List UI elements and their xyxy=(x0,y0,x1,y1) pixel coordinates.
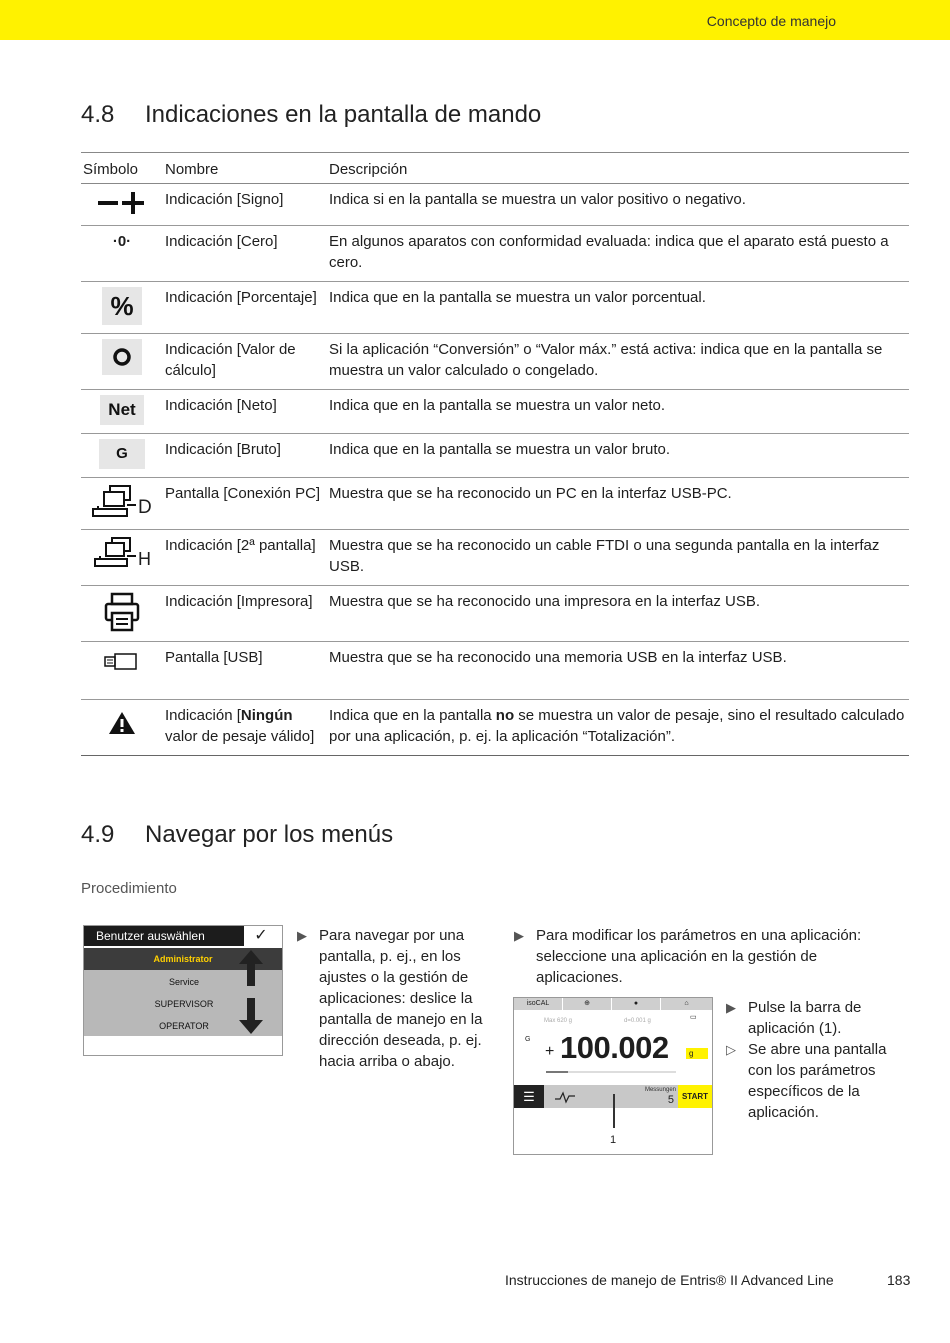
list-item: SUPERVISOR xyxy=(154,999,214,1009)
desc-cell: Muestra que se ha reconocido un PC en la interfaz USB-PC. xyxy=(327,478,909,530)
second-display-icon xyxy=(92,535,152,571)
table-row xyxy=(81,586,909,642)
warning-icon xyxy=(107,710,137,736)
table-row xyxy=(81,334,909,390)
desc-cell: Indica si en la pantalla se muestra un valor positivo o negativo. xyxy=(327,184,909,226)
list-item: Service xyxy=(168,977,199,987)
symbol-cell xyxy=(81,530,163,586)
section-heading-4-8: 4.8 Indicaciones en la pantalla de mando xyxy=(81,101,542,128)
application-icon xyxy=(554,1090,576,1104)
name-cell: Indicación [2ª pantalla] xyxy=(163,530,327,586)
pc-connection-icon xyxy=(90,483,154,521)
calculated-value-icon xyxy=(102,339,142,375)
name-cell: Indicación [Valor de cálculo] xyxy=(163,334,327,390)
col-description: Descripción xyxy=(327,153,909,184)
name-cell: Pantalla [USB] xyxy=(163,642,327,700)
desc-cell: En algunos aparatos con conformidad evaluada: indica que el aparato está puesto a cero. xyxy=(327,226,909,282)
max-capacity: Max 620 g xyxy=(544,1018,573,1024)
step-navigate: ▶ Para navegar por una pantalla, p. ej., en los ajustes o la gestión de aplicaciones: deslice la pantalla de manejo en la dirección deseada, p. ej. hacia arriba o abajo. xyxy=(297,927,483,1070)
symbol-cell xyxy=(81,184,163,226)
table-row xyxy=(81,478,909,530)
section-heading-4-9: 4.9 Navegar por los menús xyxy=(81,821,394,848)
symbol-cell xyxy=(81,642,163,700)
measurements-count: 5 xyxy=(667,1094,674,1106)
step-modify: ▶ Para modificar los parámetros en una aplicación: seleccione una aplicación en la gestión de aplicaciones. xyxy=(514,927,862,986)
name-cell: Indicación [Porcentaje] xyxy=(163,282,327,334)
measurements-label: Messungen xyxy=(644,1087,676,1093)
footer-title: Instrucciones de manejo de Entris® II Advanced Line xyxy=(505,1272,834,1288)
col-name: Nombre xyxy=(163,153,327,184)
user-list xyxy=(84,948,282,1036)
level-icon: ⊕ xyxy=(563,998,612,1010)
desc-cell: Indica que en la pantalla se muestra un valor porcentual. xyxy=(327,282,909,334)
status-tabs xyxy=(514,998,712,1010)
step-tap-bar: ▶ Pulse la barra de aplicación (1). xyxy=(726,999,862,1037)
key-icon: ⌂ xyxy=(684,1000,689,1007)
table-row xyxy=(81,700,909,756)
name-cell: Indicación [Cero] xyxy=(163,226,327,282)
section-name: Concepto de manejo xyxy=(706,13,836,29)
table-header-row xyxy=(81,153,909,184)
screen-header: Benutzer auswählen xyxy=(84,926,256,946)
desc-cell: Indica que en la pantalla se muestra un valor neto. xyxy=(327,390,909,434)
desc-cell: Muestra que se ha reconocido una impresora en la interfaz USB. xyxy=(327,586,909,642)
symbol-table xyxy=(81,152,909,756)
second-display-letter: H xyxy=(138,549,151,569)
start-button[interactable]: START xyxy=(678,1085,712,1108)
gross-indicator: G xyxy=(525,1036,531,1043)
desc-cell: Indica que en la pantalla no se muestra un valor de pesaje, sino el resultado calculado por una aplicación, p. ej. la aplicación “Totalización”. xyxy=(327,700,909,756)
zero-icon: ·0· xyxy=(112,233,132,250)
header-bar xyxy=(0,0,950,40)
weighing-screenshot xyxy=(513,997,713,1155)
weight-value: 100.002 xyxy=(560,1030,669,1065)
pc-letter: D xyxy=(138,497,152,518)
usb-icon: ▭ xyxy=(690,1014,697,1021)
usb-stick-icon xyxy=(102,647,142,677)
name-cell: Indicación [Signo] xyxy=(163,184,327,226)
callout-number: 1 xyxy=(610,1134,617,1146)
name-cell: Indicación [Bruto] xyxy=(163,434,327,478)
symbol-cell xyxy=(81,478,163,530)
isocal-tab: isoCAL xyxy=(514,998,563,1010)
table-row xyxy=(81,530,909,586)
symbol-cell xyxy=(81,586,163,642)
weight-unit: g xyxy=(686,1048,708,1059)
callout-line xyxy=(613,1094,615,1128)
check-icon: ✓ xyxy=(244,926,278,946)
gross-icon: G xyxy=(99,439,145,469)
table-row xyxy=(81,642,909,700)
printer-icon xyxy=(102,591,142,633)
symbol-cell xyxy=(81,282,163,334)
symbol-cell xyxy=(81,226,163,282)
name-cell: Indicación [Ningún valor de pesaje válido] xyxy=(163,700,327,756)
plus-minus-icon xyxy=(92,189,152,217)
table-row xyxy=(81,226,909,282)
table-row xyxy=(81,282,909,334)
col-symbol: Símbolo xyxy=(81,153,163,184)
desc-cell: Indica que en la pantalla se muestra un valor bruto. xyxy=(327,434,909,478)
table-row xyxy=(81,434,909,478)
menu-icon[interactable]: ☰ xyxy=(514,1085,544,1108)
page-number: 183 xyxy=(887,1272,911,1288)
symbol-cell xyxy=(81,700,163,756)
procedure-label: Procedimiento xyxy=(81,880,177,897)
net-icon: Net xyxy=(100,395,144,425)
name-cell: Indicación [Impresora] xyxy=(163,586,327,642)
name-cell: Indicación [Neto] xyxy=(163,390,327,434)
step-result: ▷ Se abre una pantalla con los parámetros específicos de la aplicación. xyxy=(726,1041,887,1121)
desc-cell: Muestra que se ha reconocido una memoria USB en la interfaz USB. xyxy=(327,642,909,700)
drop-icon: ● xyxy=(612,998,661,1010)
desc-cell: Si la aplicación “Conversión” o “Valor máx.” está activa: indica que en la pantalla se muestra un valor calculado o congelado. xyxy=(327,334,909,390)
name-cell: Pantalla [Conexión PC] xyxy=(163,478,327,530)
scroll-arrows-icon xyxy=(238,948,264,1036)
symbol-cell xyxy=(81,334,163,390)
symbol-cell xyxy=(81,434,163,478)
symbol-cell xyxy=(81,390,163,434)
desc-cell: Muestra que se ha reconocido un cable FTDI o una segunda pantalla en la interfaz USB. xyxy=(327,530,909,586)
table-row xyxy=(81,184,909,226)
user-select-screenshot xyxy=(83,925,283,1056)
readability: d=0.001 g xyxy=(624,1018,651,1024)
capacity-bar xyxy=(546,1071,676,1073)
list-item: OPERATOR xyxy=(159,1021,209,1031)
sign-indicator: + xyxy=(545,1043,555,1060)
list-item: Administrator xyxy=(84,948,282,970)
table-row xyxy=(81,390,909,434)
percent-icon: % xyxy=(102,287,142,325)
